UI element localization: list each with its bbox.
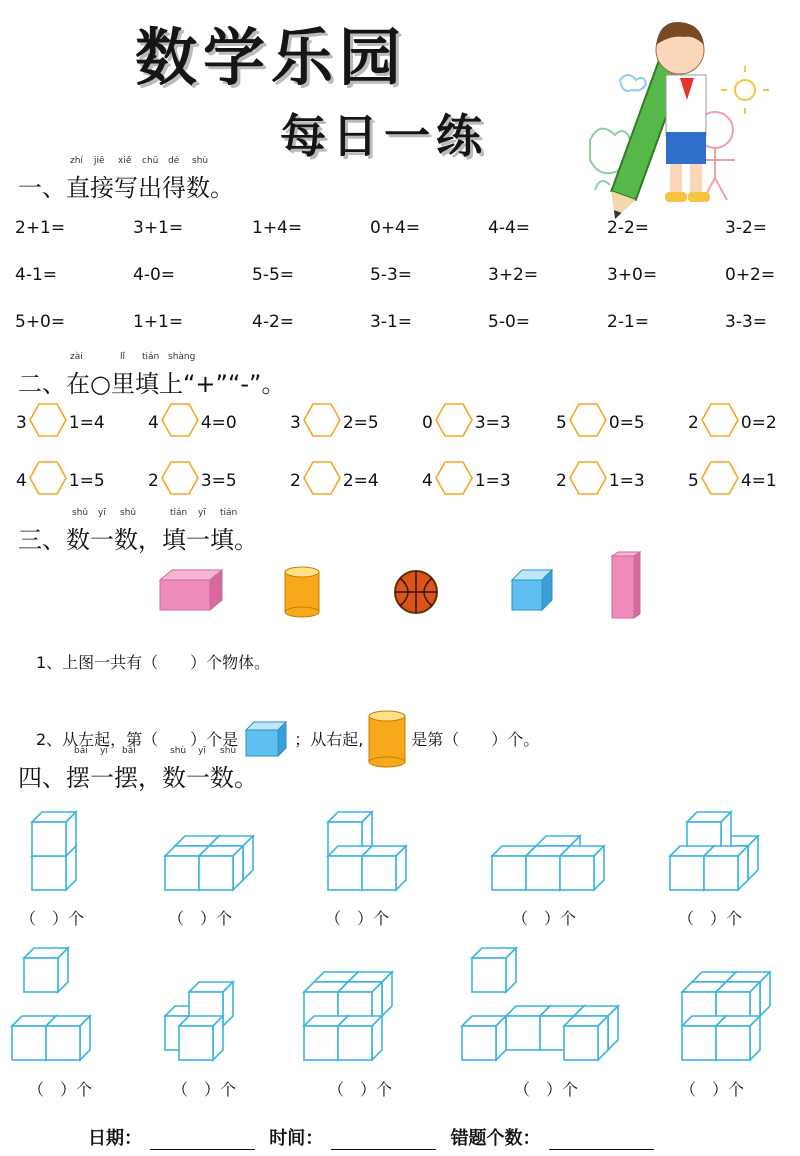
left-operand: 3 [290,412,301,433]
count-answer-blank[interactable]: （ ）个 [514,1080,579,1099]
orange-cylinder-image [285,567,319,617]
unit-cube [564,1016,608,1060]
unit-cube [362,846,406,890]
unit-cube [24,948,68,992]
right-expression: 1=3 [608,470,645,491]
blue-cube-image [512,570,552,610]
count-answer-blank[interactable]: （ ）个 [680,1080,745,1099]
operator-hexagon-blank[interactable] [27,460,69,501]
arithmetic-problem: 4-4= [488,218,531,238]
unit-cube [704,846,748,890]
right-expression: 0=5 [608,412,645,433]
operator-hexagon-blank[interactable] [567,402,609,443]
operator-hexagon-blank[interactable] [301,460,343,501]
arithmetic-problem: 3-2= [725,218,768,238]
arithmetic-problem: 3+0= [607,265,658,285]
time-label: 时间： [269,1128,324,1149]
arithmetic-problem: 3+2= [488,265,539,285]
left-operand: 2 [556,470,567,491]
arithmetic-problem: 4-2= [252,312,295,332]
arithmetic-problem: 5-3= [370,265,413,285]
operator-hexagon-blank[interactable] [433,402,475,443]
left-operand: 5 [556,412,567,433]
unit-cube [46,1016,90,1060]
arithmetic-problem: 0+4= [370,218,421,238]
operator-hexagon-blank[interactable] [301,402,343,443]
pink-cuboid-image [160,570,222,610]
arithmetic-problem: 5-5= [252,265,295,285]
left-operand: 4 [422,470,433,491]
unit-cube [179,1016,223,1060]
basketball-image [395,571,437,613]
blue-cube-icon [242,718,290,758]
arithmetic-problem: 4-1= [15,265,58,285]
operator-problem [688,460,777,501]
arithmetic-problem: 5+0= [15,312,66,332]
left-operand: 4 [16,470,27,491]
operator-problem [290,402,379,443]
count-answer-blank[interactable]: （ ）个 [172,1080,237,1099]
unit-cube [462,1016,506,1060]
right-expression: 1=5 [68,470,105,491]
arithmetic-problem: 2-2= [607,218,650,238]
arithmetic-problem: 4-0= [133,265,176,285]
left-operand: 2 [290,470,301,491]
count-answer-blank[interactable]: （ ）个 [328,1080,393,1099]
arithmetic-problem: 0+2= [725,265,776,285]
count-answer-blank[interactable]: （ ）个 [325,909,390,928]
arithmetic-problem: 3-3= [725,312,768,332]
operator-problem [422,402,511,443]
right-expression: 4=0 [200,412,237,433]
unit-cube [716,1016,760,1060]
left-operand: 2 [688,412,699,433]
unit-cube [338,1016,382,1060]
operator-problem [688,402,777,443]
unit-cube [560,846,604,890]
left-operand: 0 [422,412,433,433]
arithmetic-problem: 1+4= [252,218,303,238]
unit-cube [32,812,76,856]
count-answer-blank[interactable]: （ ）个 [28,1080,93,1099]
unit-cube [199,846,243,890]
operator-problem [556,402,645,443]
arithmetic-problem: 2-1= [607,312,650,332]
time-blank[interactable] [331,1131,436,1150]
operator-hexagon-blank[interactable] [699,460,741,501]
operator-problem [16,402,105,443]
operator-hexagon-blank[interactable] [159,460,201,501]
operator-hexagon-blank[interactable] [699,402,741,443]
operator-hexagon-blank[interactable] [27,402,69,443]
left-operand: 3 [16,412,27,433]
right-expression: 1=4 [68,412,105,433]
page-title: 数学乐园 [135,21,408,94]
boy-with-pencil-illustration [570,10,770,220]
operator-hexagon-blank[interactable] [159,402,201,443]
operator-hexagon-blank[interactable] [433,460,475,501]
cube-structures [0,790,800,1070]
count-answer-blank[interactable]: （ ）个 [168,909,233,928]
left-operand: 2 [148,470,159,491]
orange-cylinder-icon [365,708,409,768]
right-expression: 2=5 [342,412,379,433]
operator-problem [422,460,511,501]
arithmetic-problem: 2+1= [15,218,66,238]
section-3-heading: 三、数一数，填一填。 shǔ yī shǔ tián yī tián [18,508,258,554]
footer [88,1124,662,1150]
operator-problem [290,460,379,501]
left-operand: 4 [148,412,159,433]
pink-tall-prism-image [612,552,640,618]
question-1: 1、上图一共有（ ）个物体。 [36,653,271,672]
date-label: 日期： [88,1128,142,1149]
left-operand: 5 [688,470,699,491]
errors-label: 错题个数： [450,1128,541,1149]
errors-blank[interactable] [549,1131,654,1150]
arithmetic-problem: 5-0= [488,312,531,332]
count-answer-blank[interactable]: （ ）个 [20,909,85,928]
count-answer-blank[interactable]: （ ）个 [678,909,743,928]
section-1-heading: 一、直接写出得数。 zhí jiē xiě chū dé shù [18,156,234,202]
question-2: 2、从左起，第（ ）个是 ；从右起, 是第（ ）个。 [36,708,539,768]
page-subtitle: 每日一练 [280,109,488,163]
right-expression: 4=1 [740,470,777,491]
operator-problem [148,460,237,501]
operator-problem [16,460,105,501]
section-4-heading: 四、摆一摆，数一数。 bǎi yī bǎi shù yī shù [18,746,258,792]
right-expression: 0=2 [740,412,777,433]
section-2-heading: 二、在○里填上“+”“-”。 zài lǐ tián shàng [18,352,286,398]
right-expression: 1=3 [474,470,511,491]
unit-cube [472,948,516,992]
right-expression: 3=5 [200,470,237,491]
right-expression: 3=3 [474,412,511,433]
operator-problem [148,402,237,443]
objects-row [150,548,650,623]
arithmetic-problem: 3-1= [370,312,413,332]
right-expression: 2=4 [342,470,379,491]
operator-hexagon-blank[interactable] [567,460,609,501]
date-blank[interactable] [150,1131,255,1150]
operator-problem [556,460,645,501]
count-answer-blank[interactable]: （ ）个 [512,909,577,928]
arithmetic-problem: 1+1= [133,312,184,332]
arithmetic-problem: 3+1= [133,218,184,238]
